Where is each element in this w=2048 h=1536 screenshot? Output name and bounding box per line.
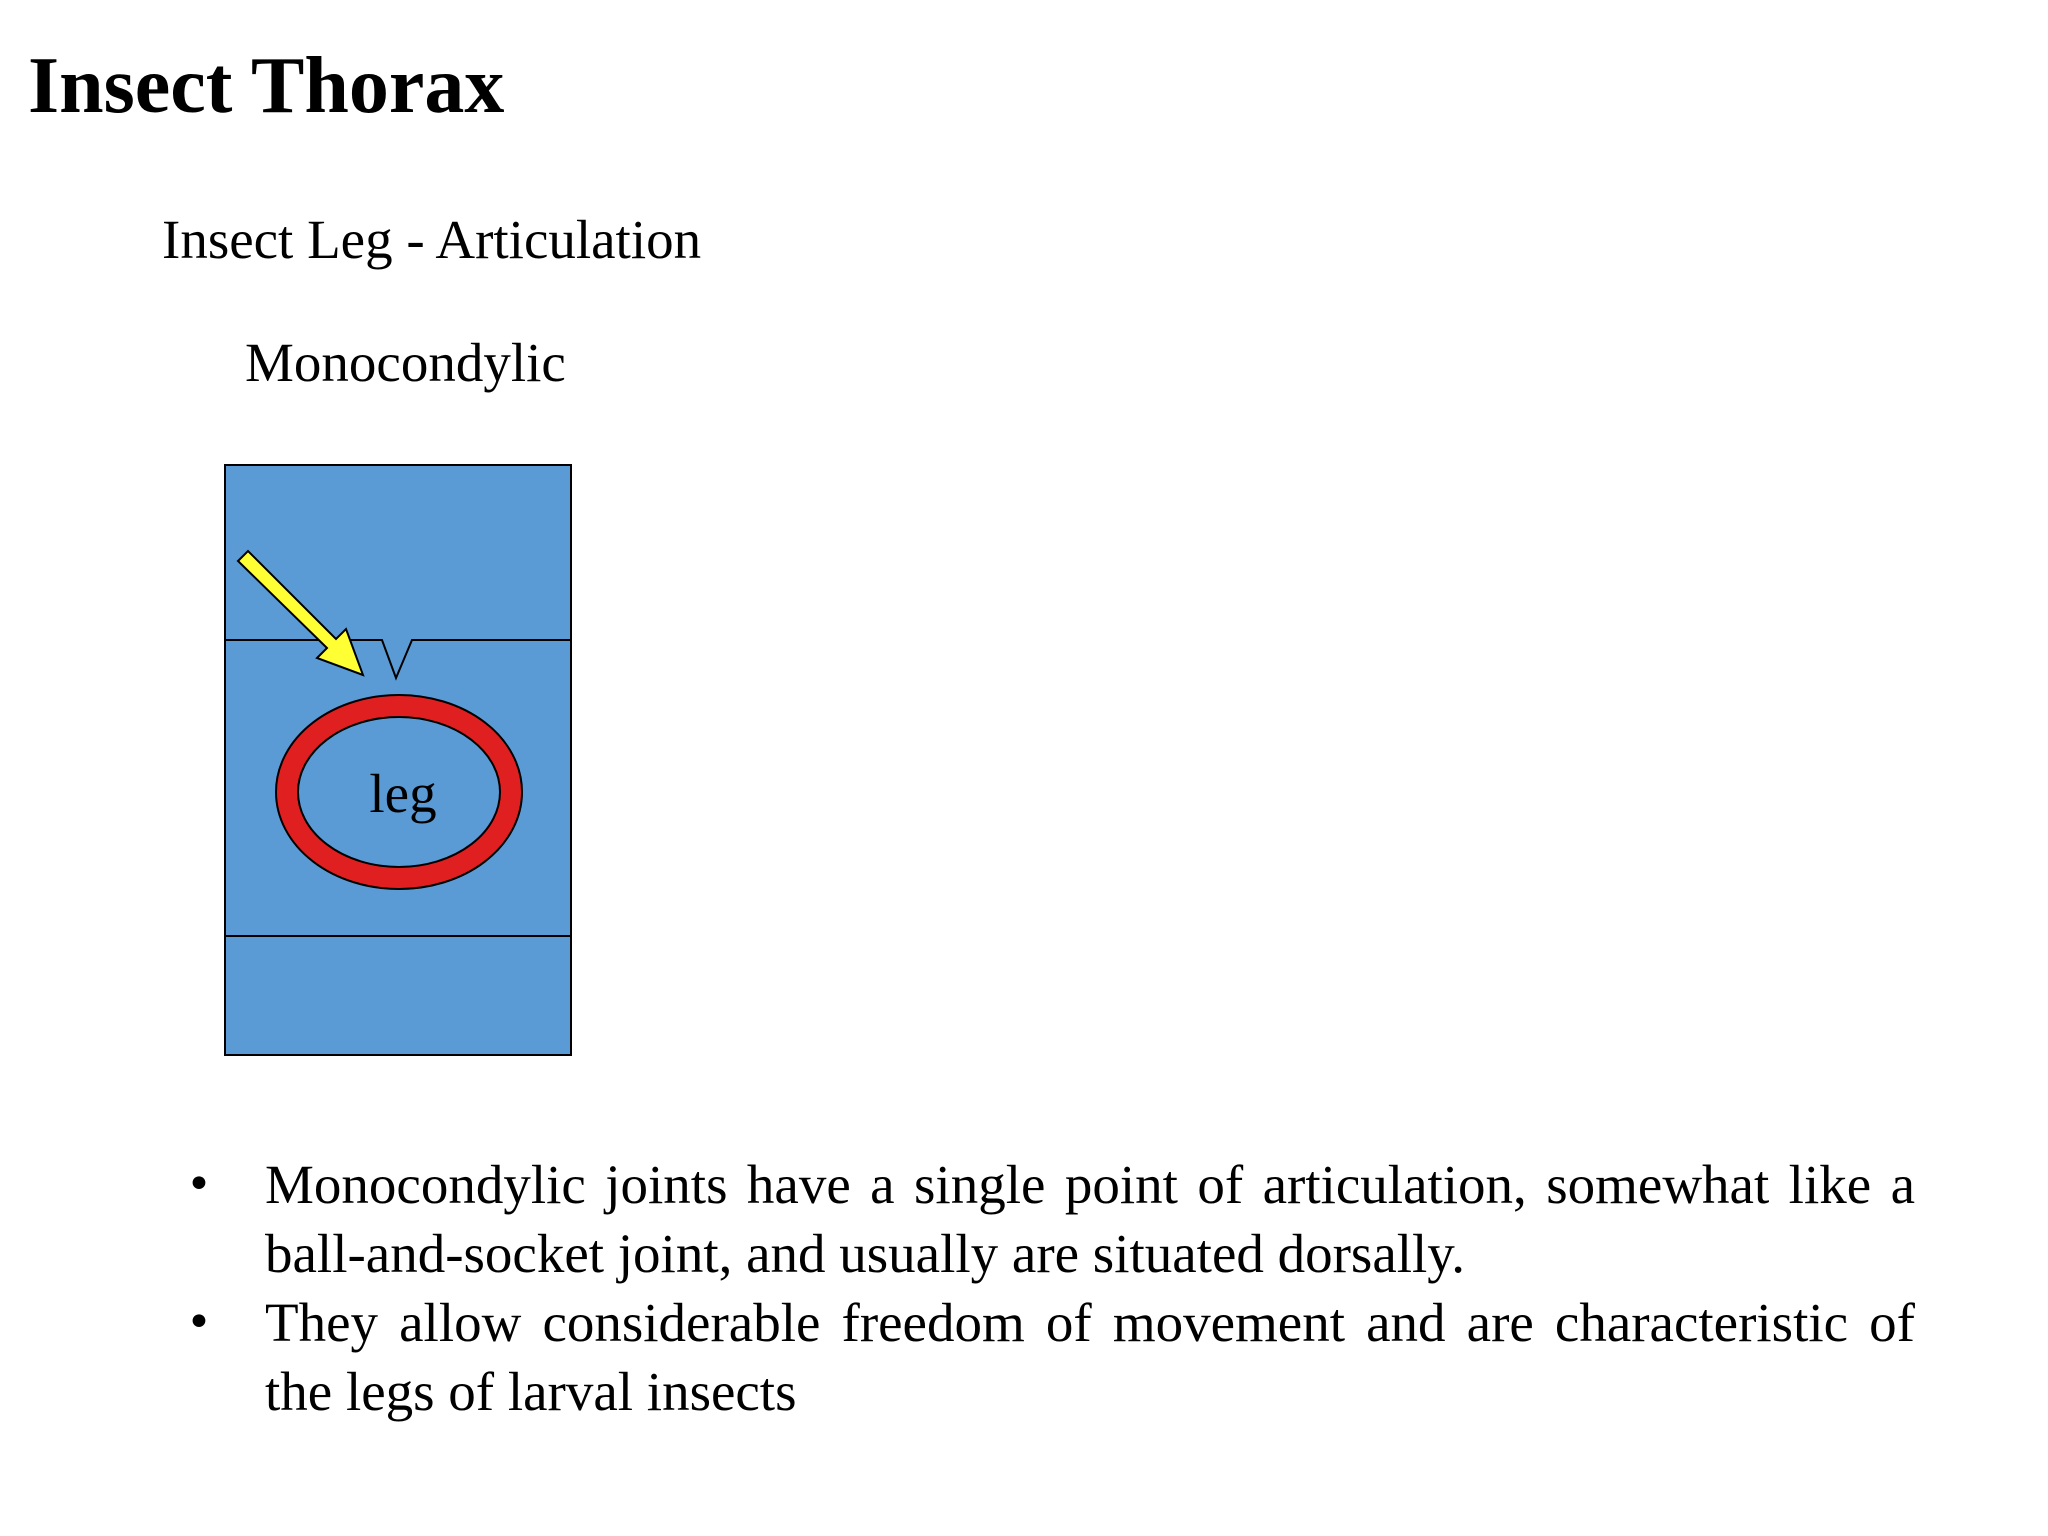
bullet-item (180, 1288, 1915, 1426)
bullet-text: They allow considerable freedom of movement and are characteristic of the legs of larval insects (265, 1292, 1915, 1422)
slide-subtitle: Insect Leg - Articulation (162, 209, 702, 270)
thorax-body-block (225, 465, 571, 1055)
articulation-diagram (210, 450, 590, 1070)
bullet-list (180, 1150, 1915, 1426)
bullet-item (180, 1150, 1915, 1288)
slide-title: Insect Thorax (28, 42, 505, 130)
bullet-text: Monocondylic joints have a single point of articulation, somewhat like a ball-and-socket joint, and usually are situated dorsally. (265, 1154, 1915, 1284)
joint-type-label: Monocondylic (245, 332, 566, 393)
bullet-marker: • (186, 1159, 212, 1210)
bullet-marker: • (186, 1297, 212, 1348)
leg-label: leg (369, 763, 437, 824)
